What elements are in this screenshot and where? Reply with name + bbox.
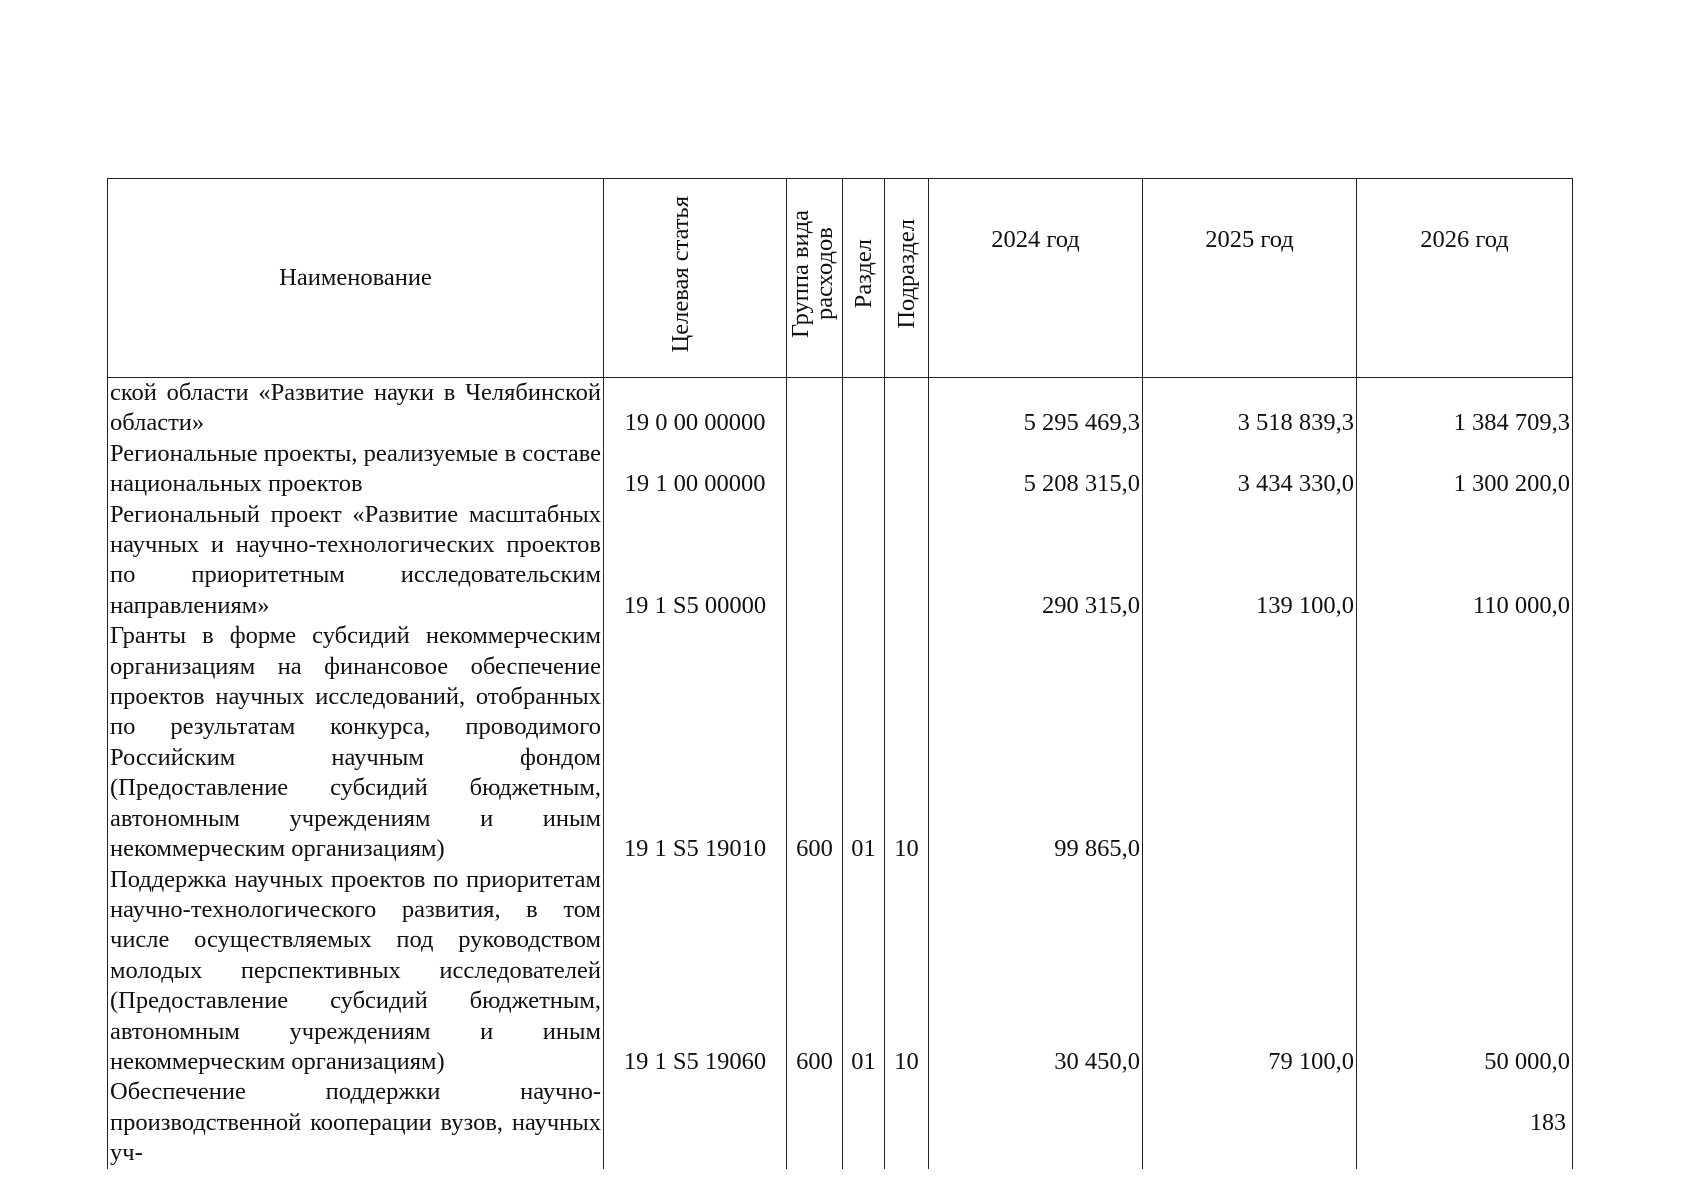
row-amount-2025 bbox=[1143, 621, 1357, 864]
row-expense-group: 600 bbox=[787, 621, 843, 864]
row-name: ской области «Развитие науки в Челябинской области» bbox=[108, 378, 604, 439]
row-amount-2024 bbox=[929, 1077, 1143, 1168]
row-amount-2026 bbox=[1357, 621, 1573, 864]
row-section: 01 bbox=[843, 865, 885, 1078]
row-subsection: 10 bbox=[885, 865, 929, 1078]
row-subsection bbox=[885, 500, 929, 622]
header-year-2026: 2026 год bbox=[1357, 179, 1573, 378]
header-year-2025: 2025 год bbox=[1143, 179, 1357, 378]
row-amount-2025: 79 100,0 bbox=[1143, 865, 1357, 1078]
row-amount-2024: 99 865,0 bbox=[929, 621, 1143, 864]
row-expense-group bbox=[787, 500, 843, 622]
row-amount-2026: 110 000,0 bbox=[1357, 500, 1573, 622]
row-expense-group: 600 bbox=[787, 865, 843, 1078]
row-amount-2024: 5 295 469,3 bbox=[929, 378, 1143, 439]
row-name: Региональные проекты, реализуемые в составе национальных проектов bbox=[108, 439, 604, 500]
row-name: Гранты в форме субсидий некоммерческим организациям на финансовое обеспечение проектов научных исследований, отобранных по результатам конкурса, проводимого Российским научным фондом (Предоставление субсидий бюджетным, автономным учреждениям и иным некоммерческим организациям) bbox=[108, 621, 604, 864]
row-amount-2026: 1 300 200,0 bbox=[1357, 439, 1573, 500]
row-subsection bbox=[885, 1077, 929, 1168]
row-amount-2024: 5 208 315,0 bbox=[929, 439, 1143, 500]
row-amount-2024: 30 450,0 bbox=[929, 865, 1143, 1078]
row-target-article bbox=[604, 1077, 787, 1168]
row-expense-group bbox=[787, 1077, 843, 1168]
row-subsection bbox=[885, 439, 929, 500]
row-name: Поддержка научных проектов по приоритетам научно-технологического развития, в том числе осуществляемых под руководством молодых перспективных исследователей (Предоставление субсидий бюджетным, автономным учреждениям и иным некоммерческим организациям) bbox=[108, 865, 604, 1078]
row-amount-2026: 50 000,0 bbox=[1357, 865, 1573, 1078]
row-target-article: 19 1 S5 00000 bbox=[604, 500, 787, 622]
row-section: 01 bbox=[843, 621, 885, 864]
header-year-2024: 2024 год bbox=[929, 179, 1143, 378]
table-row bbox=[108, 621, 1573, 864]
row-target-article: 19 1 00 00000 bbox=[604, 439, 787, 500]
table-header-row bbox=[108, 179, 1573, 378]
row-expense-group bbox=[787, 378, 843, 439]
row-section bbox=[843, 500, 885, 622]
row-target-article: 19 0 00 00000 bbox=[604, 378, 787, 439]
table-row bbox=[108, 1077, 1573, 1168]
header-expense-group: Группа вида расходов bbox=[787, 179, 843, 378]
row-amount-2025: 3 434 330,0 bbox=[1143, 439, 1357, 500]
row-section bbox=[843, 378, 885, 439]
table-row bbox=[108, 865, 1573, 1078]
header-target-article: Целевая статья bbox=[604, 179, 787, 378]
row-amount-2025 bbox=[1143, 1077, 1357, 1168]
row-amount-2025: 3 518 839,3 bbox=[1143, 378, 1357, 439]
row-name: Региональный проект «Развитие масштабных научных и научно-технологических проектов по приоритетным исследовательским направлениям» bbox=[108, 500, 604, 622]
header-name: Наименование bbox=[108, 179, 604, 378]
table-row bbox=[108, 378, 1573, 439]
row-section bbox=[843, 1077, 885, 1168]
row-subsection: 10 bbox=[885, 621, 929, 864]
row-target-article: 19 1 S5 19010 bbox=[604, 621, 787, 864]
row-section bbox=[843, 439, 885, 500]
budget-table bbox=[107, 178, 1573, 1169]
row-amount-2024: 290 315,0 bbox=[929, 500, 1143, 622]
row-amount-2025: 139 100,0 bbox=[1143, 500, 1357, 622]
table-row bbox=[108, 500, 1573, 622]
page-number: 183 bbox=[1530, 1110, 1566, 1136]
row-name: Обеспечение поддержки научно-производственной кооперации вузов, научных уч- bbox=[108, 1077, 604, 1168]
row-expense-group bbox=[787, 439, 843, 500]
header-subsection: Подраздел bbox=[885, 179, 929, 378]
row-target-article: 19 1 S5 19060 bbox=[604, 865, 787, 1078]
row-subsection bbox=[885, 378, 929, 439]
table-row bbox=[108, 439, 1573, 500]
row-amount-2026: 1 384 709,3 bbox=[1357, 378, 1573, 439]
header-section: Раздел bbox=[843, 179, 885, 378]
